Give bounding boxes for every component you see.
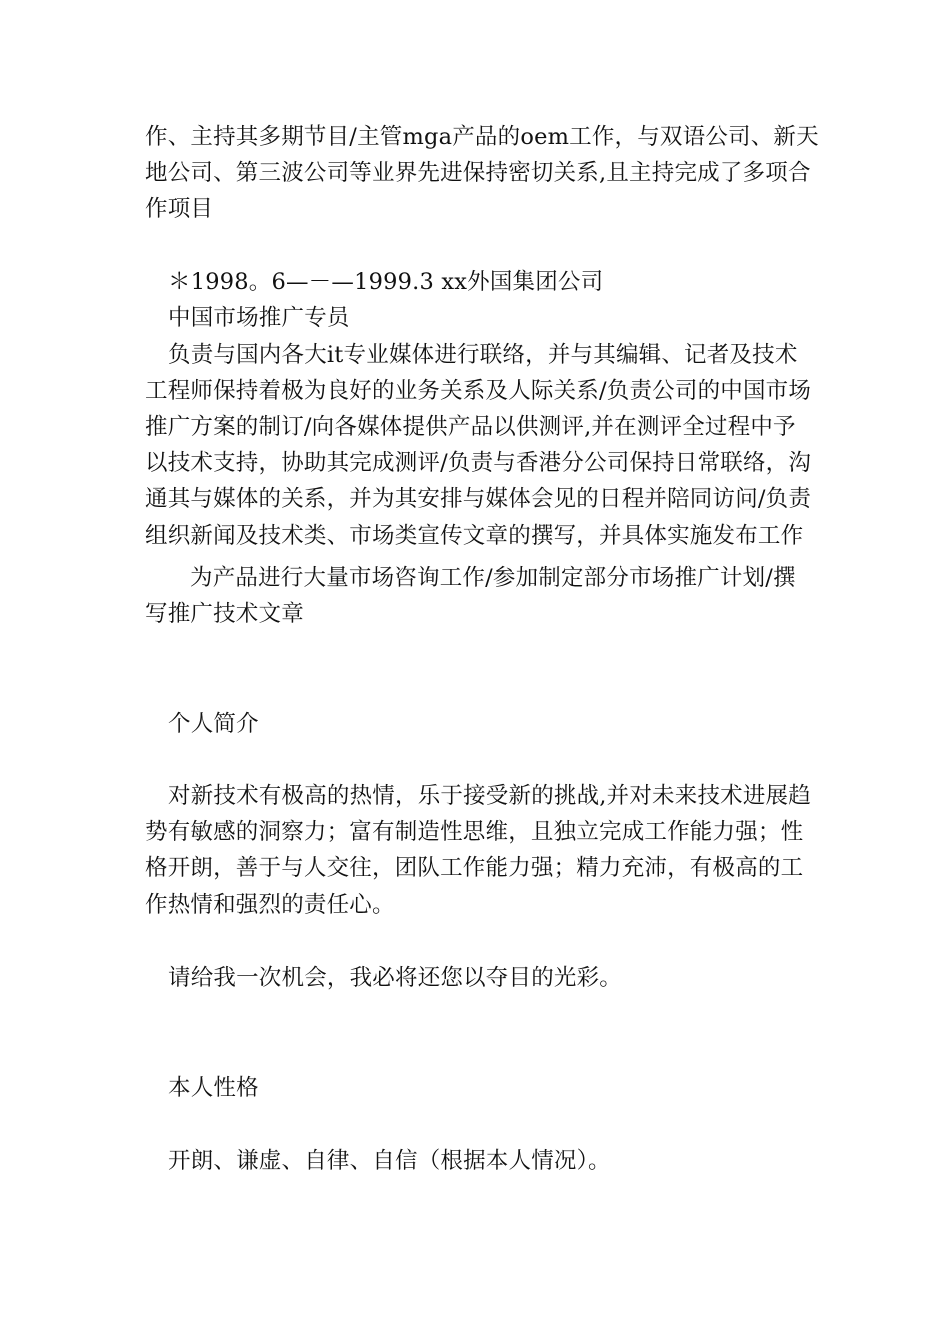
paragraph-line: 作热情和强烈的责任心。 — [145, 892, 395, 918]
paragraph-line: 开朗、谦虚、自律、自信（根据本人情况）。 — [168, 1148, 611, 1174]
paragraph-line: 作项目 — [145, 196, 214, 222]
paragraph-line: 负责与国内各大it专业媒体进行联络，并与其编辑、记者及技术 — [168, 342, 798, 368]
paragraph-line: 工程师保持着极为良好的业务关系及人际关系/负责公司的中国市场 — [145, 378, 812, 404]
job-title: 中国市场推广专员 — [168, 305, 350, 331]
paragraph-line: 写推广技术文章 — [145, 601, 304, 627]
paragraph-line: 势有敏感的洞察力；富有制造性思维，且独立完成工作能力强；性 — [145, 819, 804, 845]
paragraph-line: 请给我一次机会，我必将还您以夺目的光彩。 — [168, 965, 623, 991]
paragraph-line: 推广方案的制订/向各媒体提供产品以供测评,并在测评全过程中予 — [145, 414, 796, 440]
paragraph-line: 通其与媒体的关系，并为其安排与媒体会见的日程并陪同访问/负责 — [145, 486, 812, 512]
paragraph-line: 对新技术有极高的热情，乐于接受新的挑战,并对未来技术进展趋 — [168, 783, 811, 809]
job-period-header: ＊1998。6—－—1999.3 xx外国集团公司 — [168, 269, 604, 295]
paragraph-line: 以技术支持，协助其完成测评/负责与香港分公司保持日常联络，沟 — [145, 450, 812, 476]
paragraph-line: 为产品进行大量市场咨询工作/参加制定部分市场推广计划/撰 — [190, 565, 796, 591]
paragraph-line: 地公司、第三波公司等业界先进保持密切关系,且主持完成了多项合 — [145, 160, 811, 186]
paragraph-line: 作、主持其多期节目/主管mga产品的oem工作，与双语公司、新天 — [145, 124, 819, 150]
section-heading-personality: 本人性格 — [168, 1075, 259, 1101]
paragraph-line: 组织新闻及技术类、市场类宣传文章的撰写，并具体实施发布工作 — [145, 523, 804, 549]
paragraph-line: 格开朗，善于与人交往，团队工作能力强；精力充沛，有极高的工 — [145, 855, 804, 881]
section-heading-intro: 个人简介 — [168, 711, 259, 737]
